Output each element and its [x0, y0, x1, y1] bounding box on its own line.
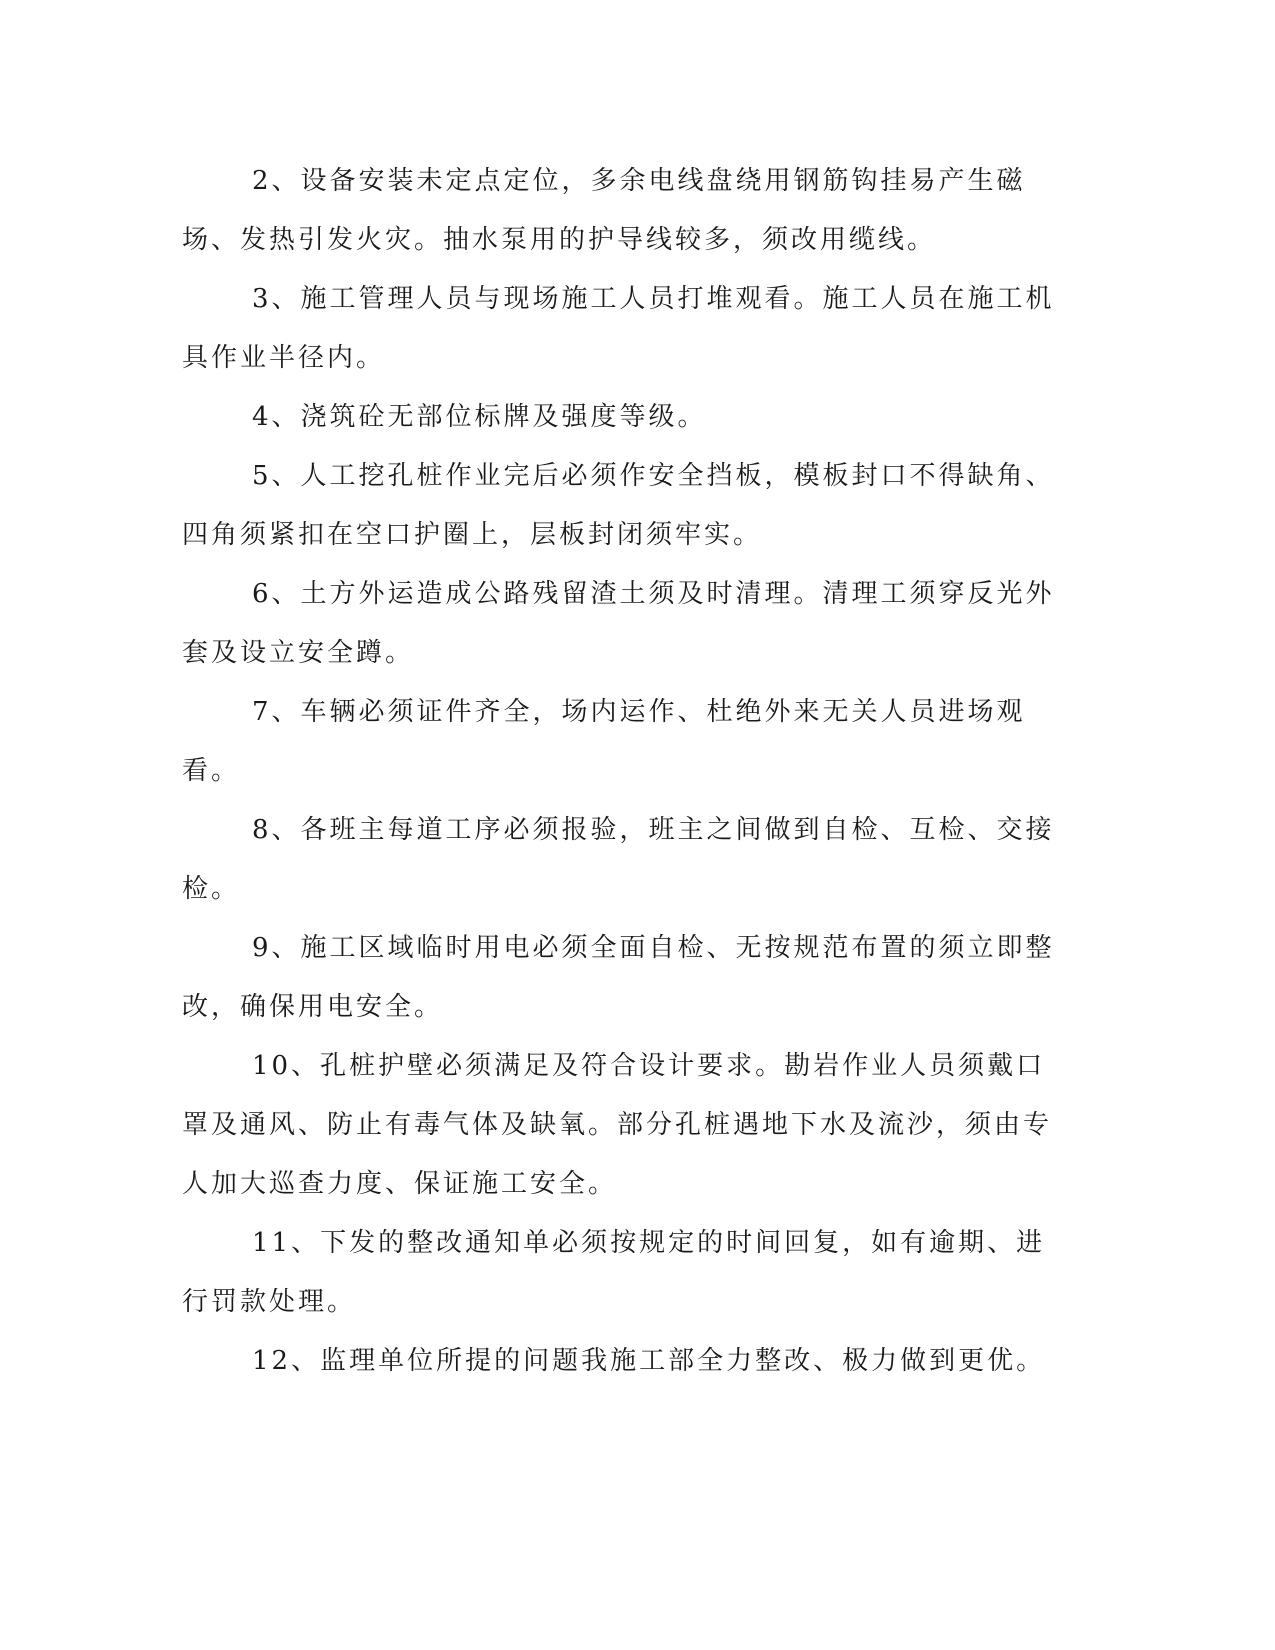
paragraph-item-2: 2、设备安装未定点定位，多余电线盘绕用钢筋钩挂易产生磁场、发热引发火灾。抽水泵用的护导线较多，须改用缆线。	[182, 166, 1026, 255]
paragraph-item-8: 8、各班主每道工序必须报验，班主之间做到自检、互检、交接检。	[182, 815, 1055, 904]
paragraph-item-7: 7、车辆必须证件齐全，场内运作、杜绝外来无关人员进场观看。	[182, 697, 1026, 786]
paragraph-item-12: 12、监理单位所提的问题我施工部全力整改、极力做到更优。	[252, 1346, 1046, 1376]
paragraph-item-11: 11、下发的整改通知单必须按规定的时间回复，如有逾期、进行罚款处理。	[182, 1228, 1046, 1317]
paragraph-item-9: 9、施工区域临时用电必须全面自检、无按规范布置的须立即整改，确保用电安全。	[182, 933, 1055, 1022]
paragraph-item-3: 3、施工管理人员与现场施工人员打堆观看。施工人员在施工机具作业半径内。	[182, 284, 1055, 373]
document-body	[182, 152, 1062, 1391]
paragraph-item-5: 5、人工挖孔桩作业完后必须作安全挡板，模板封口不得缺角、四角须紧扣在空口护圈上，层板封闭须牢实。	[182, 461, 1055, 550]
paragraph-item-6: 6、土方外运造成公路残留渣土须及时清理。清理工须穿反光外套及设立安全蹲。	[182, 579, 1055, 668]
paragraph-item-10: 10、孔桩护壁必须满足及符合设计要求。勘岩作业人员须戴口罩及通风、防止有毒气体及缺氧。部分孔桩遇地下水及流沙，须由专人加大巡查力度、保证施工安全。	[182, 1051, 1053, 1199]
paragraph-item-4: 4、浇筑砼无部位标牌及强度等级。	[252, 402, 707, 432]
